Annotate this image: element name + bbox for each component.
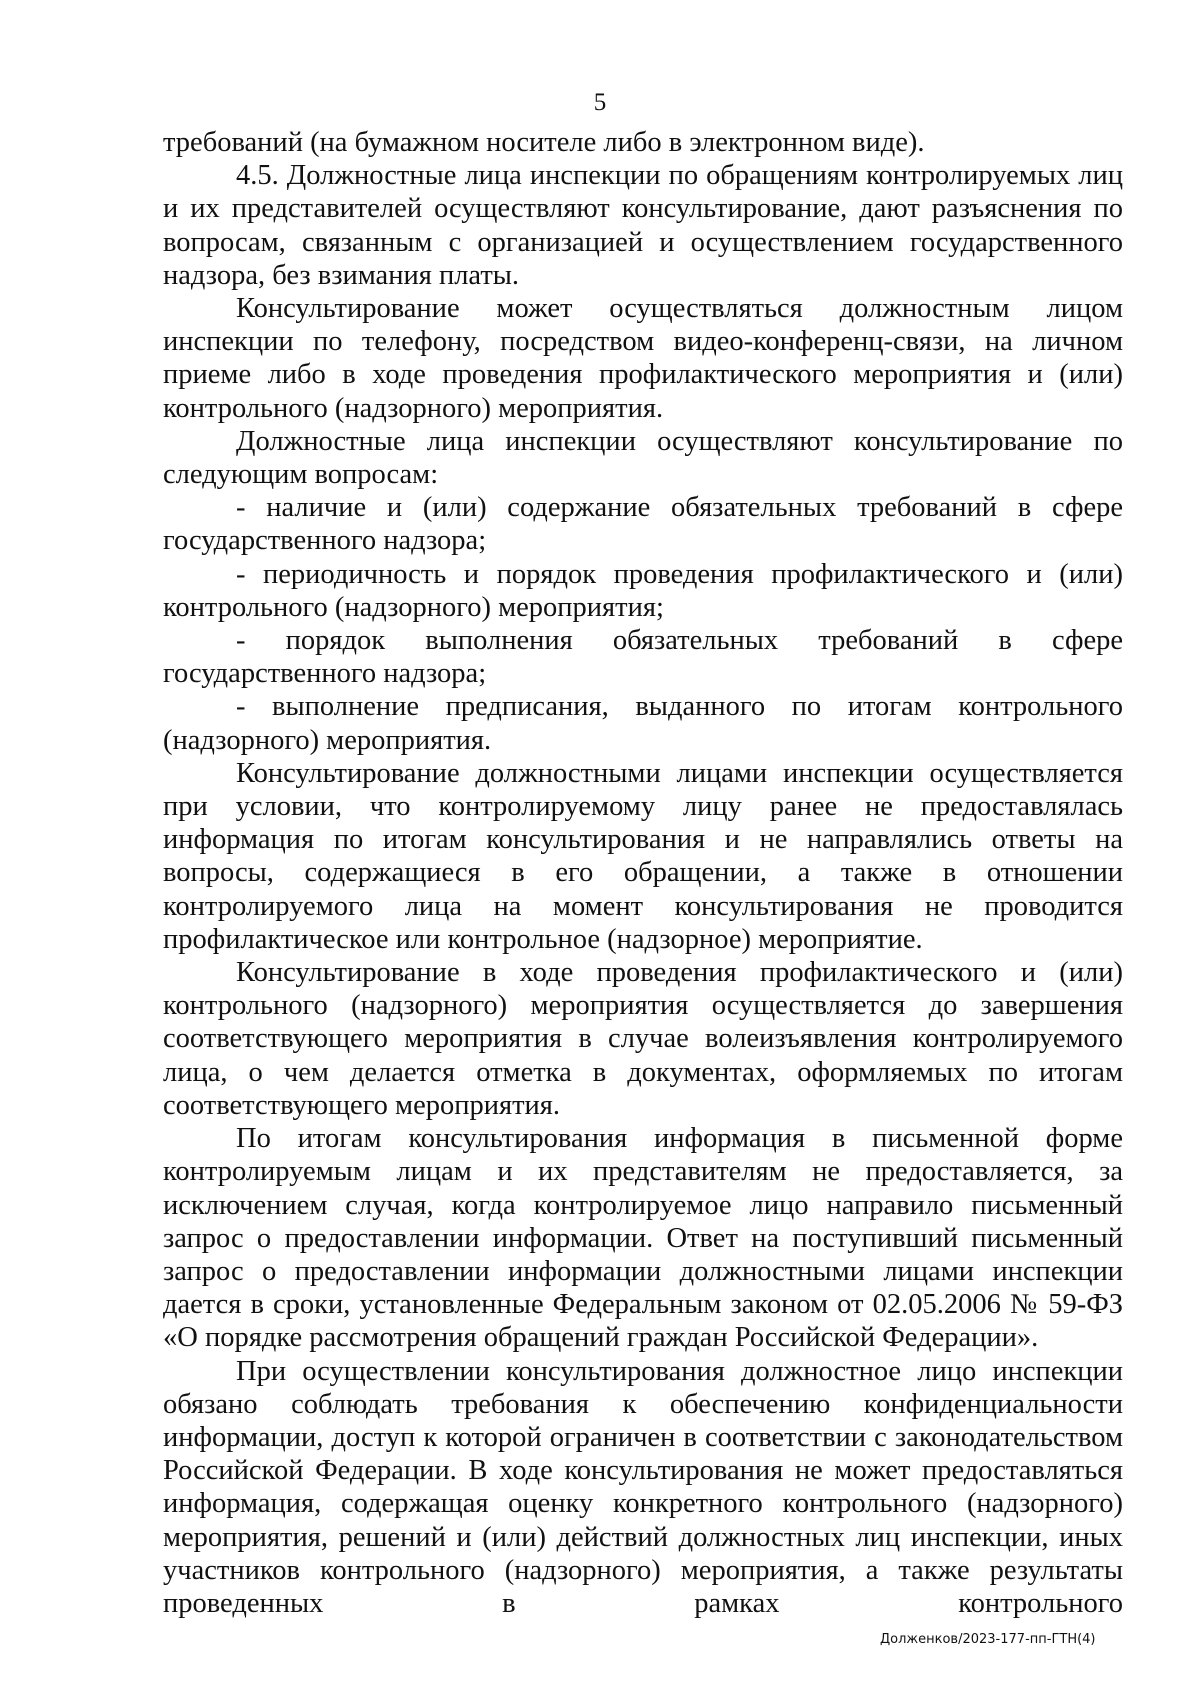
- document-body: [163, 126, 1123, 1620]
- list-item-periodicity: - периодичность и порядок проведения профилактического и (или) контрольного (надзорного) мероприятия;: [163, 558, 1123, 623]
- page-number: 5: [593, 89, 607, 116]
- paragraph-written-response: По итогам консультирования информация в письменной форме контролируемым лицам и их представителям не предоставляется, за исключением случая, когда контролируемое лицо направило письменный запрос о предоставлении информации. Ответ на поступивший письменный запрос о предоставлении информации должностными лицами инспекции дается в сроки, установленные Федеральным законом от 02.05.2006 № 59-ФЗ «О порядке рассмотрения обращений граждан Российской Федерации».: [163, 1123, 1123, 1354]
- paragraph-continuation: требований (на бумажном носителе либо в электронном виде).: [163, 127, 925, 158]
- list-item-requirements-content: - наличие и (или) содержание обязательных требований в сфере государственного надзора;: [163, 492, 1123, 557]
- paragraph-consultation-topics-intro: Должностные лица инспекции осуществляют консультирование по следующим вопросам:: [163, 425, 1123, 491]
- paragraph-confidentiality: При осуществлении консультирования должностное лицо инспекции обязано соблюдать требования к обеспечению конфиденциальности информации, доступ к которой ограничен в соответствии с законодательством Российской Федерации. В ходе консультирования не может предоставляться информация, содержащая оценку конкретного контрольного (надзорного) мероприятия, решений и (или) действий должностных лиц инспекции, иных участников контрольного (надзорного) мероприятия, а также результаты проведенных в рамках контрольного: [163, 1355, 1123, 1619]
- paragraph-consultation-methods: Консультирование может осуществляться должностным лицом инспекции по телефону, посредством видео-конференц-связи, на личном приеме либо в ходе проведения профилактического мероприятия и (или) контрольного (надзорного) мероприятия.: [163, 293, 1123, 424]
- paragraph-clause-4-5: 4.5. Должностные лица инспекции по обращениям контролируемых лиц и их представителей осуществляют консультирование, дают разъяснения по вопросам, связанным с организацией и осуществлением государственного надзора, без взимания платы.: [163, 160, 1123, 291]
- paragraph-consultation-conditions: Консультирование должностными лицами инспекции осуществляется при условии, что контролируемому лицу ранее не предоставлялась информация по итогам консультирования и не направлялись ответы на вопросы, содержащиеся в его обращении, а также в отношении контролируемого лица на момент консультирования не проводится профилактическое или контрольное (надзорное) мероприятие.: [163, 757, 1123, 955]
- paragraph-consultation-during-event: Консультирование в ходе проведения профилактического и (или) контрольного (надзорного) мероприятия осуществляется до завершения соответствующего мероприятия в случае волеизъявления контролируемого лица, о чем делается отметка в документах, оформляемых по итогам соответствующего мероприятия.: [163, 957, 1123, 1121]
- list-item-prescription-execution: - выполнение предписания, выданного по итогам контрольного (надзорного) мероприятия.: [163, 691, 1123, 756]
- document-footer-code: Долженков/2023-177-пп-ГТН(4): [880, 1632, 1096, 1647]
- list-item-compliance-procedure: - порядок выполнения обязательных требований в сфере государственного надзора;: [163, 625, 1123, 690]
